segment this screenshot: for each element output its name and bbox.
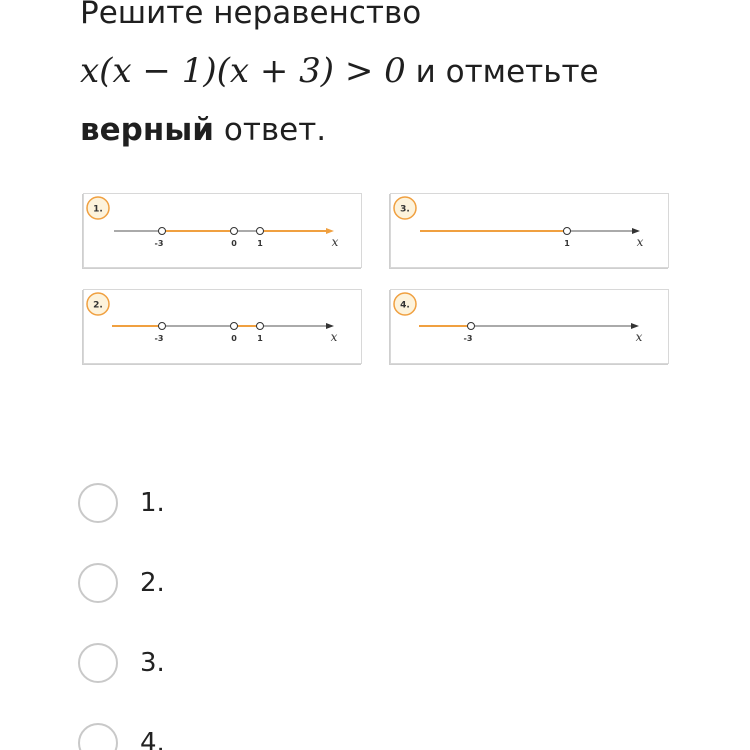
question-line-2 — [80, 42, 700, 101]
open-point — [468, 323, 475, 330]
open-point — [231, 323, 238, 330]
number-line-figure-3 — [390, 193, 669, 268]
question-line-3 — [80, 101, 700, 159]
option-label: 1. — [140, 488, 165, 518]
axis-label: x — [330, 330, 338, 344]
tick-label: 1 — [564, 239, 570, 248]
answer-option-1[interactable] — [78, 483, 378, 563]
number-line-figure-4 — [390, 289, 669, 364]
question-line-3-rest: ответ. — [214, 112, 327, 148]
radio-button[interactable] — [78, 563, 118, 603]
figure-number-label: 3. — [400, 204, 410, 215]
option-label: 4. — [140, 728, 165, 750]
number-line-figure-2 — [83, 289, 362, 364]
answer-options — [78, 483, 378, 750]
axis-label: x — [331, 235, 339, 249]
answer-option-3[interactable] — [78, 643, 378, 723]
axis-arrow — [632, 228, 640, 234]
open-point — [257, 228, 264, 235]
tick-label: 1 — [257, 239, 263, 248]
tick-label: 0 — [231, 334, 237, 343]
number-line-1-svg — [84, 194, 361, 267]
tick-label: -3 — [154, 334, 164, 343]
question-text — [80, 0, 700, 159]
axis-arrow — [326, 228, 334, 234]
open-point — [231, 228, 238, 235]
open-point — [564, 228, 571, 235]
open-point — [257, 323, 264, 330]
axis-label: x — [636, 235, 644, 249]
axis-arrow — [631, 323, 639, 329]
radio-button[interactable] — [78, 723, 118, 750]
option-label: 2. — [140, 568, 165, 598]
open-point — [159, 228, 166, 235]
question-bold-word: верный — [80, 112, 215, 148]
axis-arrow — [326, 323, 334, 329]
option-label: 3. — [140, 648, 165, 678]
figure-number-label: 2. — [93, 300, 103, 311]
number-line-2-svg — [84, 290, 361, 363]
question-line-1: Решите неравенство — [80, 0, 422, 31]
question-line-2-suffix: и отметьте — [405, 54, 599, 90]
tick-label: -3 — [463, 334, 473, 343]
number-line-3-svg — [391, 194, 668, 267]
tick-label: 0 — [231, 239, 237, 248]
number-line-4-svg — [391, 290, 668, 363]
radio-button[interactable] — [78, 643, 118, 683]
radio-button[interactable] — [78, 483, 118, 523]
inequality-formula: x(x − 1)(x + 3) > 0 — [80, 51, 406, 91]
axis-label: x — [635, 330, 643, 344]
tick-label: 1 — [257, 334, 263, 343]
figure-number-label: 4. — [400, 300, 410, 311]
tick-label: -3 — [154, 239, 164, 248]
figure-number-label: 1. — [93, 204, 103, 215]
number-line-figure-1 — [83, 193, 362, 268]
answer-option-2[interactable] — [78, 563, 378, 643]
open-point — [159, 323, 166, 330]
answer-option-4[interactable] — [78, 723, 378, 750]
